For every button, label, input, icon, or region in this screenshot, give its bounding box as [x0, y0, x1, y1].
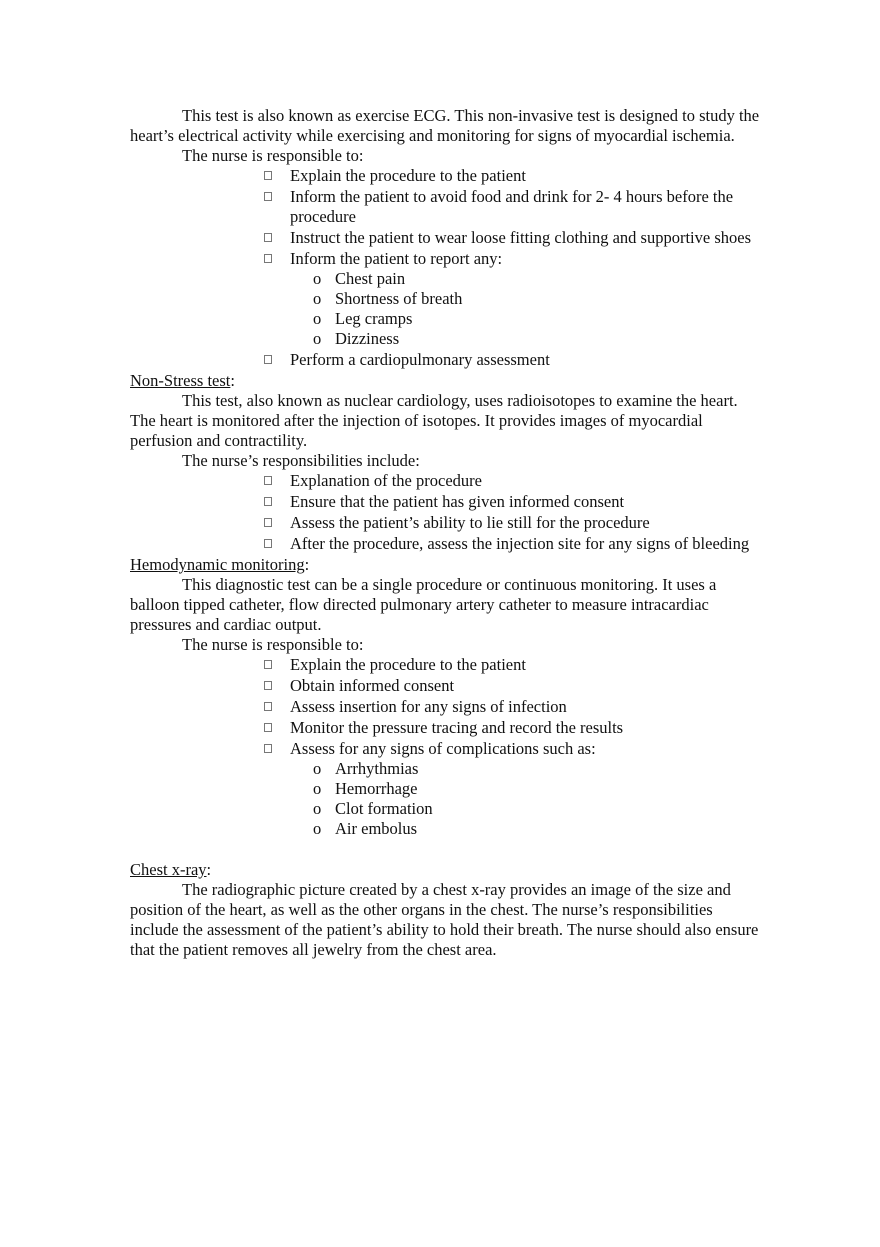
nonstress-intro: This test, also known as nuclear cardiology, uses radioisotopes to examine the heart. The heart is monitored after the injection of isotopes. It provides images of myocardial perfusion and contractility. — [130, 391, 738, 450]
list-item: Assess the patient’s ability to lie still for the procedure — [285, 513, 760, 533]
checkbox-bullet-icon — [264, 539, 272, 548]
spacer — [130, 840, 760, 860]
checkbox-bullet-icon — [264, 233, 272, 242]
checkbox-bullet-icon — [264, 518, 272, 527]
checkbox-bullet-icon — [264, 723, 272, 732]
sub-list-item: o Shortness of breath — [313, 289, 463, 308]
checkbox-bullet-icon — [264, 497, 272, 506]
list-item: Ensure that the patient has given informed consent — [285, 492, 760, 512]
hemodynamic-intro: This diagnostic test can be a single procedure or continuous monitoring. It uses a balloon tipped catheter, flow directed pulmonary artery catheter to measure intracardiac pressures and cardiac output. — [130, 575, 717, 634]
nonstress-lead: The nurse’s responsibilities include: — [182, 451, 420, 470]
report-sublist — [285, 269, 760, 349]
list-item: Obtain informed consent — [285, 676, 760, 696]
checkbox-bullet-icon — [264, 355, 272, 364]
list-item: Inform the patient to report any: o Chest pain o Shortness of breath o Leg cramps o Dizziness — [285, 249, 760, 349]
sub-list-item: o Hemorrhage — [313, 779, 418, 798]
document-body — [130, 106, 760, 960]
list-item: Perform a cardiopulmonary assessment — [285, 350, 760, 370]
section-heading: Hemodynamic monitoring — [130, 555, 305, 574]
list-item: Explain the procedure to the patient — [285, 166, 760, 186]
section-heading: Non-Stress test — [130, 371, 231, 390]
stress-intro: This test is also known as exercise ECG. This non-invasive test is designed to study the heart’s electrical activity while exercising and monitoring for signs of myocardial ischemia. — [130, 106, 760, 145]
checkbox-bullet-icon — [264, 171, 272, 180]
list-item: Assess insertion for any signs of infection — [285, 697, 760, 717]
hemodynamic-list — [130, 655, 760, 839]
sub-list-item: o Dizziness — [313, 329, 400, 348]
list-item: Inform the patient to avoid food and drink for 2- 4 hours before the procedure — [285, 187, 760, 227]
list-item: Explanation of the procedure — [285, 471, 760, 491]
sub-list-item: o Leg cramps — [313, 309, 413, 328]
list-item: Instruct the patient to wear loose fitting clothing and supportive shoes — [285, 228, 760, 248]
hemodynamic-heading-line: Hemodynamic monitoring: — [130, 555, 310, 574]
checkbox-bullet-icon — [264, 702, 272, 711]
checkbox-bullet-icon — [264, 192, 272, 201]
complications-sublist — [285, 759, 760, 839]
stress-lead: The nurse is responsible to: — [182, 146, 364, 165]
nonstress-list — [130, 471, 760, 554]
stress-list — [130, 166, 760, 370]
sub-list-item: o Arrhythmias — [313, 759, 419, 778]
chest-intro: The radiographic picture created by a chest x-ray provides an image of the size and position of the heart, as well as the other organs in the chest. The nurse’s responsibilities include the assessment of the patient’s ability to hold their breath. The nurse should also ensure that the patient removes all jewelry from the chest area. — [130, 880, 759, 959]
list-item: After the procedure, assess the injection site for any signs of bleeding — [285, 534, 760, 554]
hemodynamic-lead: The nurse is responsible to: — [182, 635, 364, 654]
sub-list-item: o Chest pain — [313, 269, 406, 288]
sub-list-item: o Clot formation — [313, 799, 433, 818]
checkbox-bullet-icon — [264, 254, 272, 263]
sub-list-item: o Air embolus — [313, 819, 418, 838]
list-item: Monitor the pressure tracing and record the results — [285, 718, 760, 738]
checkbox-bullet-icon — [264, 476, 272, 485]
checkbox-bullet-icon — [264, 744, 272, 753]
checkbox-bullet-icon — [264, 660, 272, 669]
list-item: Explain the procedure to the patient — [285, 655, 760, 675]
nonstress-heading-line: Non-Stress test: — [130, 371, 235, 390]
list-item: Assess for any signs of complications such as: o Arrhythmias o Hemorrhage o Clot formation o Air embolus — [285, 739, 760, 839]
section-heading: Chest x-ray — [130, 860, 207, 879]
checkbox-bullet-icon — [264, 681, 272, 690]
chest-heading-line: Chest x-ray: — [130, 860, 212, 879]
